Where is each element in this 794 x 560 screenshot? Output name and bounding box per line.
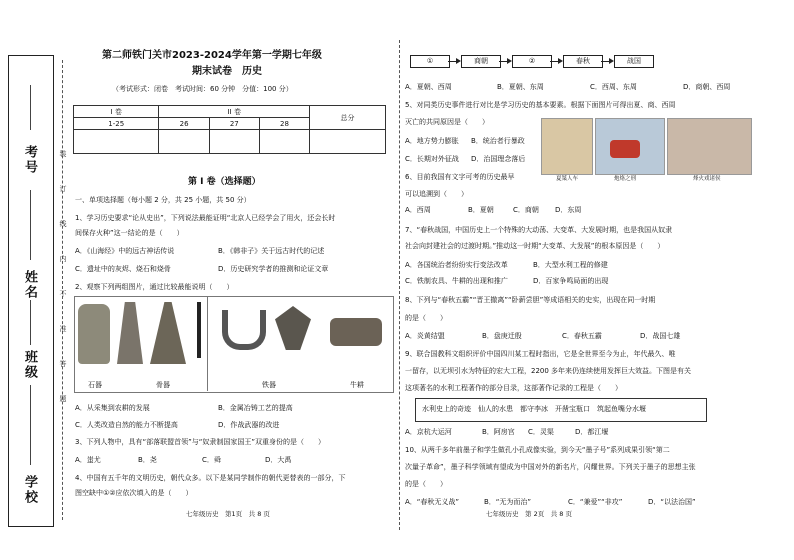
q5-option-b[interactable]: B．统治者行暴政 xyxy=(471,137,525,145)
q7-stem: 社会向封建社会的过渡时期。”推动这一时期“大变革、大发展”的根本原因是（ ） xyxy=(405,242,665,250)
flow-blank-1: ① xyxy=(410,55,450,68)
q5-option-c[interactable]: C．长期对外征战 xyxy=(405,155,459,163)
q2-label-ox: 牛耕 xyxy=(350,381,364,389)
score-col: 1-25 xyxy=(74,118,159,130)
flow-chunqiu: 春秋 xyxy=(563,55,603,68)
q6-option-c[interactable]: C．商朝 xyxy=(513,206,539,214)
q2-label-iron: 铁器 xyxy=(262,381,276,389)
q10-stem: 10、从两千多年前墨子和学生做孔小孔成像实验，到今天“墨子号”系列成果引领“第二 xyxy=(405,446,670,454)
q2-label-bone: 骨器 xyxy=(156,381,170,389)
exam-subtitle: 期末试卷 历史 xyxy=(192,66,262,77)
q9-stem: 一留存，以无坝引水为特征的宏大工程，2200 多年来仍连续使用发挥巨大效益。下图是有关 xyxy=(405,367,692,375)
school-line xyxy=(30,385,31,465)
name-line xyxy=(30,190,31,260)
q2-stem: 2、观察下列两组图片，通过比较最能说明（ ） xyxy=(75,283,234,291)
exam-info: （考试形式：闭卷 考试时间：60 分钟 分值：100 分） xyxy=(112,85,293,93)
q3-option-d[interactable]: D．大禹 xyxy=(265,456,292,464)
footer-left: 七年级历史 第1页 共 8 页 xyxy=(186,510,270,518)
q7-option-c[interactable]: C．铁制农具、牛耕的出现和推广 xyxy=(405,277,508,285)
seal-word: 不 xyxy=(59,290,67,297)
seal-word: 装 xyxy=(59,150,67,157)
q3-option-c[interactable]: C．舜 xyxy=(202,456,221,464)
name-label: 姓名 xyxy=(22,270,37,300)
q1-option-a[interactable]: A．《山海经》中的远古神话传说 xyxy=(75,247,175,255)
score-table xyxy=(73,105,386,154)
score-cell[interactable] xyxy=(74,130,159,154)
q6-stem: 可以追溯到（ ） xyxy=(405,190,468,198)
ox-plough-image xyxy=(330,318,382,346)
q5-stem: 5、对同类历史事件进行对比是学习历史的基本要素。根据下面图片可得出夏、商、西周 xyxy=(405,101,676,109)
q4-stem: 4、中国有五千年的文明历史，朝代众多。以下是某同学制作的朝代更替表的一部分，下 xyxy=(75,474,346,482)
q1-option-c[interactable]: C．遗址中的灰烬、烧石和烧骨 xyxy=(75,265,171,273)
q3-option-a[interactable]: A．蚩尤 xyxy=(75,456,101,464)
page-divider xyxy=(399,40,400,530)
score-cell[interactable] xyxy=(209,130,259,154)
score-header-part2: II 卷 xyxy=(159,106,310,118)
q6-stem: 6、目前我国有文字可考的历史最早 xyxy=(405,173,515,181)
seal-word: 答 xyxy=(59,360,67,367)
q8-stem: 的是（ ） xyxy=(405,314,447,322)
q6-option-a[interactable]: A．西周 xyxy=(405,206,431,214)
q1-stem: 间保存火种”这一结论的是（ ） xyxy=(75,229,184,237)
q4-stem: 图空缺中①②应依次填入的是（ ） xyxy=(75,489,193,497)
q9-stem: 这项著名的水利工程著作的部分目录，这部著作记录的工程是（ ） xyxy=(405,384,622,392)
seal-word: 订 xyxy=(59,185,67,192)
q8-option-b[interactable]: B．盘庚迁殷 xyxy=(482,332,522,340)
q5-picture-1 xyxy=(541,118,593,175)
bone-spear-image xyxy=(197,302,201,358)
flow-zhanguo: 战国 xyxy=(614,55,654,68)
score-col: 27 xyxy=(209,118,259,130)
exam-no-line xyxy=(30,85,31,130)
q5-caption-2: 炮烙之刑 xyxy=(614,176,637,182)
q5-option-a[interactable]: A．地方势力膨胀 xyxy=(405,137,459,145)
q10-option-b[interactable]: B．“无为而治” xyxy=(484,498,532,506)
q8-stem: 8、下列与“春秋五霸”“晋王撤离”“卧薪尝胆”等成语相关的史实，出现在同一时期 xyxy=(405,296,656,304)
q9-option-d[interactable]: D．都江堰 xyxy=(575,428,609,436)
school-label: 学校 xyxy=(22,475,37,505)
score-header-part1: I 卷 xyxy=(74,106,159,118)
seal-word: 线 xyxy=(59,220,67,227)
seal-word: 准 xyxy=(59,325,67,332)
q5-stem: 灭亡的共同原因是（ ） xyxy=(405,118,489,126)
q9-option-c[interactable]: C．灵渠 xyxy=(528,428,554,436)
q8-option-c[interactable]: C．春秋五霸 xyxy=(562,332,602,340)
score-col: 28 xyxy=(259,118,309,130)
section1-title: 第 I 卷（选择题） xyxy=(188,177,261,187)
q6-option-b[interactable]: B．夏朝 xyxy=(468,206,494,214)
flow-blank-2: ② xyxy=(512,55,552,68)
q8-option-d[interactable]: D．战国七雄 xyxy=(640,332,681,340)
q7-option-b[interactable]: B．大型水利工程的修建 xyxy=(533,261,608,269)
q1-option-d[interactable]: D．历史研究学者的推测和论证文章 xyxy=(218,265,329,273)
class-label: 班级 xyxy=(22,350,37,380)
q3-option-b[interactable]: B．尧 xyxy=(138,456,157,464)
q10-stem: 的是（ ） xyxy=(405,480,447,488)
score-col: 26 xyxy=(159,118,209,130)
q7-option-d[interactable]: D．百家争鸣局面的出现 xyxy=(533,277,609,285)
q7-stem: 7、“春秋战国，中国历史上一个特殊的大动荡、大变革、大发展时期，也是我国从奴隶 xyxy=(405,226,673,234)
q1-stem: 1、学习历史要求“论从史出”，下列说法最能证明“北京人已经学会了用火，还会长时 xyxy=(75,214,336,222)
q9-option-b[interactable]: B．阿房宫 xyxy=(482,428,515,436)
q2-image-divider xyxy=(207,296,208,391)
section1-instructions: 一、单项选择题（每小题 2 分，共 25 小题，共 50 分） xyxy=(75,196,251,204)
seal-word: 题 xyxy=(59,395,67,402)
q8-option-a[interactable]: A．炎黄结盟 xyxy=(405,332,445,340)
score-cell[interactable] xyxy=(259,130,309,154)
q4-option-b[interactable]: B．夏朝、东周 xyxy=(497,83,544,91)
iron-tool-image xyxy=(222,310,266,350)
q2-option-b[interactable]: B．金属冶铸工艺的提高 xyxy=(218,404,293,412)
q9-contents-text: 水利史上的奇迹 仙人的水患 都守李冰 开凿宝瓶口 筑起鱼嘴分水堰 xyxy=(422,405,646,413)
q5-caption-3: 烽火戏诸侯 xyxy=(693,176,721,182)
q2-option-c[interactable]: C．人类改造自然的能力不断提高 xyxy=(75,421,178,429)
class-line xyxy=(30,300,31,345)
exam-no-label: 考号 xyxy=(22,145,37,175)
q5-picture-2-detail xyxy=(610,140,640,158)
q2-option-d[interactable]: D．作战武器的改进 xyxy=(218,421,280,429)
q7-option-a[interactable]: A．各国统治者纷纷实行变法改革 xyxy=(405,261,508,269)
q4-option-a[interactable]: A．夏朝、西周 xyxy=(405,83,452,91)
seal-word: 内 xyxy=(59,255,67,262)
q4-option-d[interactable]: D．商朝、西周 xyxy=(683,83,731,91)
q10-option-c[interactable]: C．“兼爱”“非攻” xyxy=(568,498,623,506)
q2-option-a[interactable]: A．从采集到农耕的发展 xyxy=(75,404,150,412)
q3-stem: 3、下列人物中，具有“部落联盟首领”与“奴隶制国家国王”双重身份的是（ ） xyxy=(75,438,325,446)
exam-title: 第二师铁门关市2023-2024学年第一学期七年级 xyxy=(102,50,322,61)
q5-caption-1: 夏桀人车 xyxy=(556,176,579,182)
score-cell[interactable] xyxy=(159,130,209,154)
score-header-total: 总分 xyxy=(310,106,386,130)
flow-shang: 商朝 xyxy=(461,55,501,68)
q9-option-a[interactable]: A．京杭大运河 xyxy=(405,428,452,436)
q10-option-d[interactable]: D．“以法治国” xyxy=(648,498,696,506)
q5-option-d[interactable]: D．治国理念落后 xyxy=(471,155,526,163)
footer-right: 七年级历史 第 2页 共 8 页 xyxy=(486,510,572,518)
q9-stem: 9、联合国教科文组织评价中国四川某工程时指出，它是全世界至今为止，年代最久、唯 xyxy=(405,350,676,358)
q10-option-a[interactable]: A．“春秋无义战” xyxy=(405,498,460,506)
q6-option-d[interactable]: D．东周 xyxy=(555,206,582,214)
q4-option-c[interactable]: C．西周、东周 xyxy=(590,83,637,91)
stone-tool-image xyxy=(78,304,110,364)
q1-option-b[interactable]: B．《韩非子》关于远古时代的记述 xyxy=(218,247,325,255)
q10-stem: 次量子革命”，墨子科学领域有望成为中国对外的新名片，闪耀世界。下列关于墨子的思想主张 xyxy=(405,463,696,471)
score-cell[interactable] xyxy=(310,130,386,154)
q2-label-stone: 石器 xyxy=(88,381,102,389)
q5-picture-3 xyxy=(667,118,752,175)
